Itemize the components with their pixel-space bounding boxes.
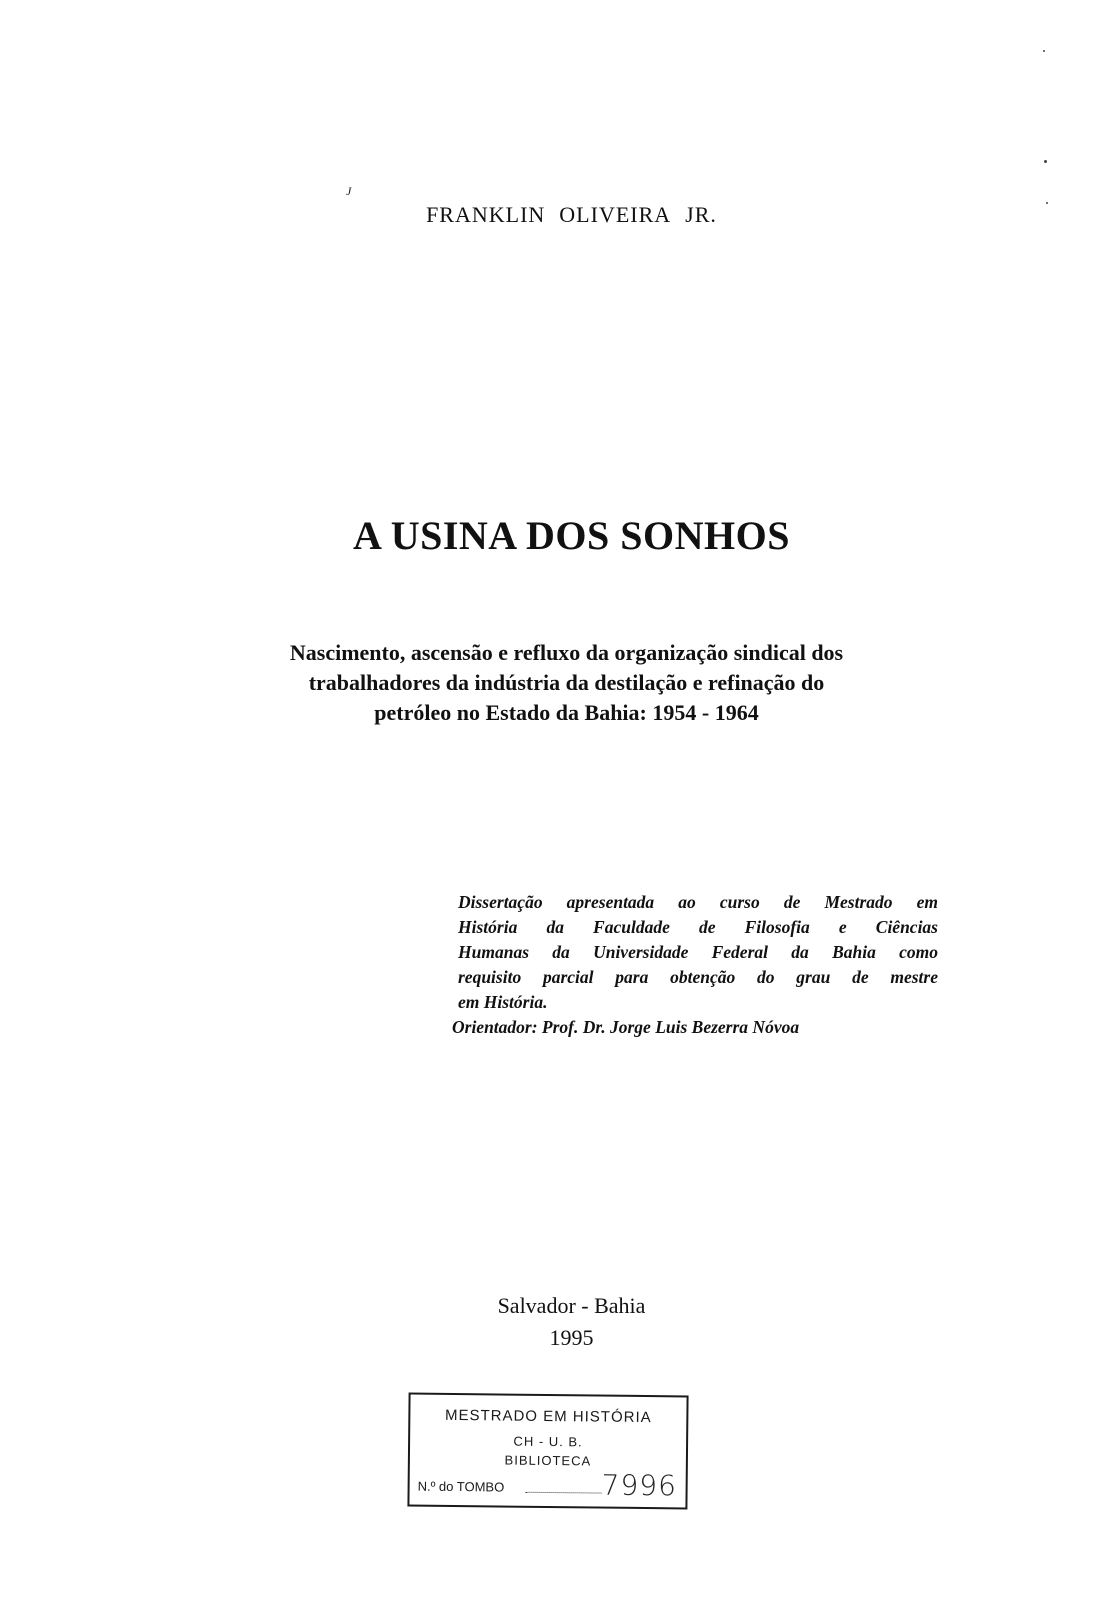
- dissertation-line: em História.: [458, 992, 548, 1012]
- stamp-library: BIBLIOTECA: [504, 1452, 592, 1469]
- stamp-program: MESTRADO EM HISTÓRIA: [444, 1406, 652, 1427]
- dissertation-note: [452, 890, 938, 1040]
- year: 1995: [549, 1325, 594, 1350]
- advisor-line: Orientador: Prof. Dr. Jorge Luis Bezerra Nóvoa: [452, 1017, 800, 1037]
- author-first-name: FRANKLIN: [426, 202, 546, 227]
- author-suffix: JR.: [685, 202, 717, 227]
- dissertation-line: Humanas da Universidade Federal da Bahia como: [458, 942, 938, 962]
- dissertation-line: História da Faculdade de Filosofia e Ciências: [458, 917, 938, 937]
- subtitle-line: Nascimento, ascensão e refluxo da organização sindical dos: [289, 640, 844, 665]
- stamp-tombo-label: N.º do TOMBO: [417, 1478, 505, 1495]
- subtitle-line: trabalhadores da indústria da destilação e refinação do: [308, 670, 825, 695]
- stamp-tombo-row: [417, 1468, 678, 1503]
- place: Salvador - Bahia: [497, 1293, 646, 1318]
- author-name: [0, 202, 1103, 228]
- stamp-institution: CH - U. B.: [513, 1433, 583, 1450]
- scan-speck: [1046, 202, 1048, 204]
- library-stamp: [407, 1393, 688, 1510]
- margin-mark: J: [346, 184, 352, 198]
- stamp-dotted-line: [526, 1492, 602, 1494]
- subtitle-line: petróleo no Estado da Bahia: 1954 - 1964: [374, 700, 759, 725]
- scan-speck: [1043, 50, 1045, 52]
- scan-speck: [1044, 160, 1047, 163]
- author-middle-name: OLIVEIRA: [559, 202, 672, 227]
- dissertation-line: requisito parcial para obtenção do grau de mestre: [458, 967, 938, 987]
- place-and-year: [0, 1290, 1103, 1354]
- stamp-tombo-number: 7996: [601, 1468, 678, 1503]
- document-subtitle: [0, 638, 1103, 728]
- document-title: A USINA DOS SONHOS: [353, 513, 790, 558]
- dissertation-line: Dissertação apresentada ao curso de Mestrado em: [458, 892, 938, 912]
